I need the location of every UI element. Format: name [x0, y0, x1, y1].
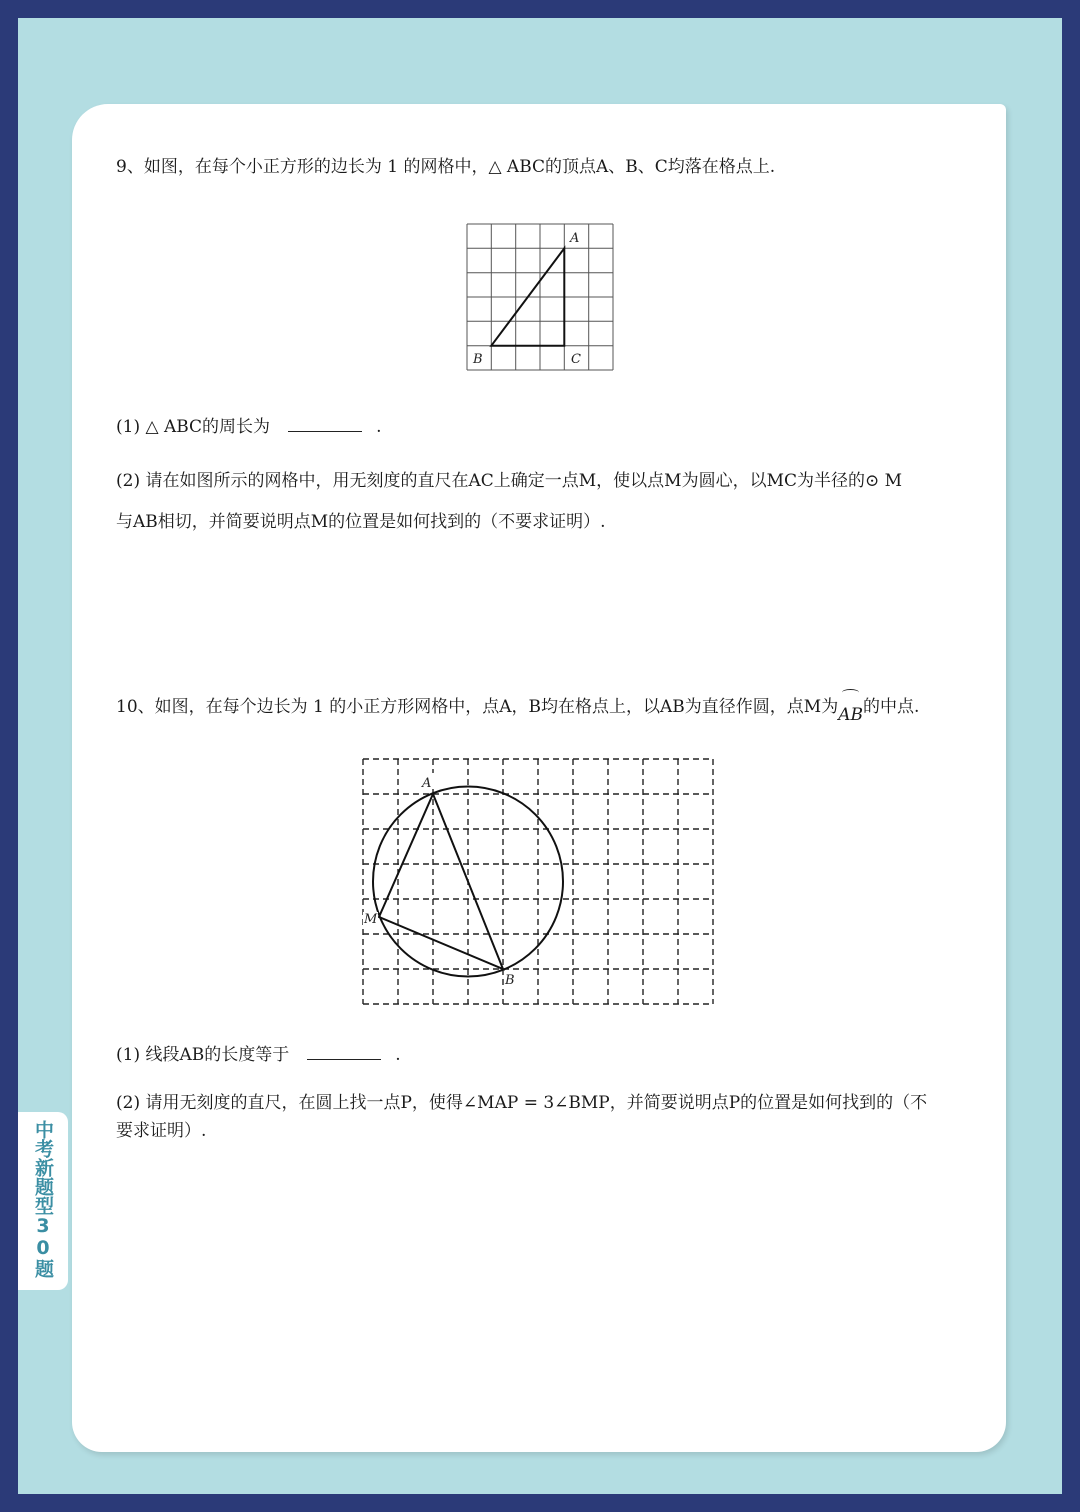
q9-part2-line1: (2) 请在如图所示的网格中，用无刻度的直尺在AC上确定一点M，使以点M为圆心，以MC为半径的⊙ M	[116, 471, 903, 491]
q9-part1-prefix: (1) △ ABC的周长为	[116, 417, 271, 437]
q10-part2-line2: 要求证明）.	[116, 1121, 207, 1141]
q10-label-m: M	[364, 912, 378, 927]
q9-grid	[467, 224, 613, 370]
q9-label-c: C	[571, 352, 581, 367]
q10-part2-line1: (2) 请用无刻度的直尺，在圆上找一点P，使得∠MAP = 3∠BMP，并简要说明点P的位置是如何找到的（不	[116, 1093, 928, 1113]
q9-part1	[116, 415, 381, 439]
q10-part1-prefix: (1) 线段AB的长度等于	[116, 1045, 290, 1065]
side-tab-label: 中考新题型30题	[32, 1120, 54, 1278]
q10-arc-ab	[838, 695, 863, 725]
q10-label-b: B	[505, 973, 515, 988]
q9-label-b: B	[473, 352, 483, 367]
q10-answer-blank[interactable]	[307, 1045, 381, 1060]
q9-label-a: A	[570, 231, 580, 246]
q9-stem: 9、如图，在每个小正方形的边长为 1 的网格中，△ ABC的顶点A、B、C均落在格点上.	[116, 157, 776, 177]
q9-part1-suffix: .	[376, 417, 382, 437]
q10-part1	[116, 1043, 401, 1067]
q9-grid-figure	[460, 218, 620, 378]
q10-stem-suffix: 的中点.	[862, 697, 920, 717]
q10-stem-prefix: 10、如图，在每个边长为 1 的小正方形网格中，点A，B均在格点上，以AB为直径作圆，点M为	[116, 697, 839, 717]
q10-dashed-grid	[363, 759, 713, 1004]
q9-answer-blank[interactable]	[288, 417, 362, 432]
q10-grid-figure	[356, 752, 722, 1012]
q10-stem	[116, 695, 920, 725]
q9-part2-line2: 与AB相切，并简要说明点M的位置是如何找到的（不要求证明）.	[116, 512, 606, 532]
q10-part1-suffix: .	[395, 1045, 401, 1065]
q10-label-a: A	[422, 776, 432, 791]
side-tab	[18, 1112, 68, 1290]
q10-arc-ab-text: AB	[838, 705, 863, 725]
